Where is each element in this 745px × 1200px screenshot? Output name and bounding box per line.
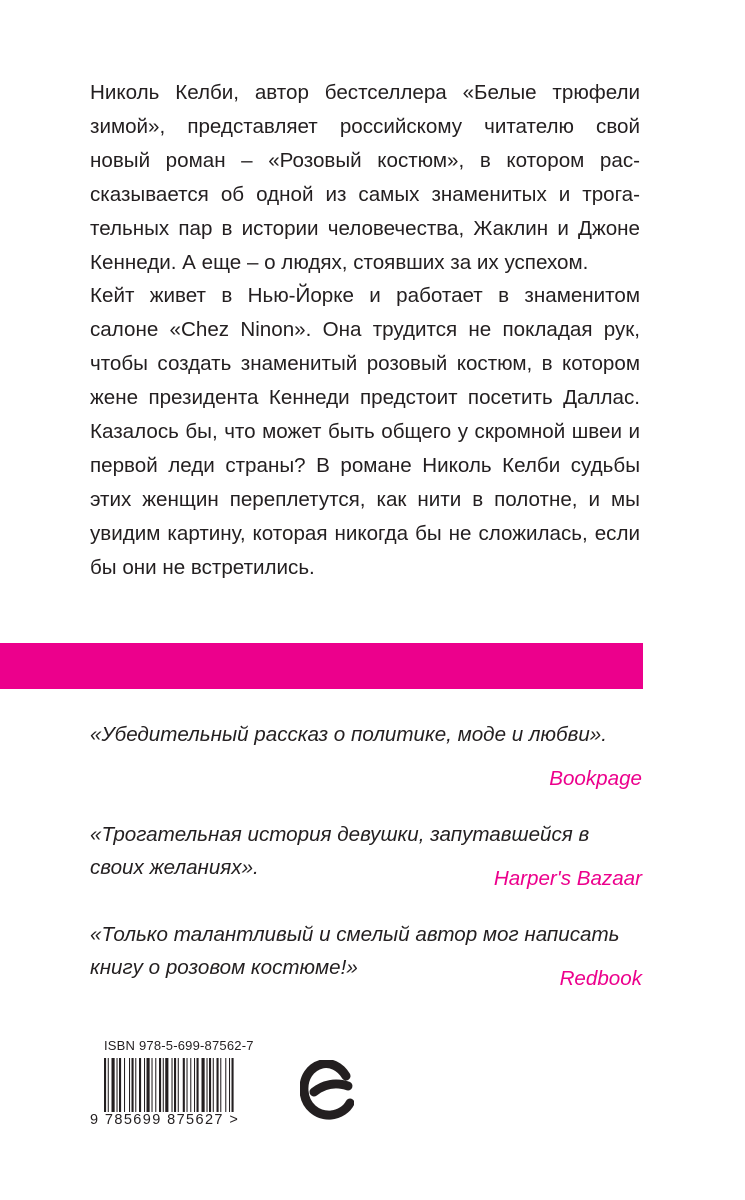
barcode-bar [152, 1058, 153, 1112]
barcode-bar [104, 1058, 106, 1112]
barcode-bar [124, 1058, 125, 1112]
review-quote: «Трогательная история девушки, запутавшейся в своих желаниях». [90, 823, 590, 879]
barcode-bar [213, 1058, 214, 1112]
barcode-bar [225, 1058, 226, 1112]
barcode-bar [178, 1058, 179, 1112]
barcode-bar [220, 1058, 221, 1112]
review-source: Redbook [559, 967, 642, 990]
barcode-bar [229, 1058, 230, 1112]
barcode-bar [197, 1058, 199, 1112]
barcode-bar [144, 1058, 145, 1112]
barcode-bar [147, 1058, 150, 1112]
barcode-bar [183, 1058, 185, 1112]
barcode-bar [163, 1058, 164, 1112]
barcode-bar [159, 1058, 161, 1112]
barcode-bar [194, 1058, 195, 1112]
review-block [90, 718, 642, 790]
barcode-bar [174, 1058, 176, 1112]
barcode-bar [135, 1058, 136, 1112]
barcode-bar [202, 1058, 205, 1112]
barcode-digits: 9 785699 875627 > [90, 1112, 240, 1128]
barcode-bar [139, 1058, 141, 1112]
review-source: Harper's Bazaar [493, 867, 642, 890]
synopsis-paragraph-1: Николь Келби, автор бестселлера «Белые трюфели зимой», представляет российскому читателю свой новый роман – «Розовый костюм», в котором рассказывается об одной из самых знаменитых и трогательных пар в истории человечества, Жаклин и Джоне Кеннеди. А еще – о людях, стоявших за их успехом. [90, 81, 640, 274]
barcode-bar [209, 1058, 211, 1112]
accent-band [0, 643, 643, 689]
synopsis-paragraph-2: Кейт живет в Нью-Йорке и работает в знаменитом салоне «Chez Ninon». Она трудится не покладая рук, чтобы создать знаменитый розовый костюм, в котором жене президента Кеннеди предстоит посетить Даллас. Казалось бы, что может быть общего у скромной швеи и первой леди страны? В романе Николь Келби судьбы этих женщин переплетутся, как нити в полотне, и мы увидим картину, которая никогда бы не сложилась, если бы они не встретились. [90, 284, 640, 579]
book-synopsis [90, 76, 640, 585]
barcode-bar [165, 1058, 168, 1112]
eksmo-e-logo-icon [300, 1060, 354, 1120]
review-quote: «Убедительный рассказ о политике, моде и любви». [90, 723, 607, 746]
barcode-bar [155, 1058, 156, 1112]
barcode-bar [190, 1058, 191, 1112]
isbn-number: ISBN 978-5-699-87562-7 [104, 1038, 254, 1053]
barcode-bar [232, 1058, 234, 1112]
barcode-bar [108, 1058, 109, 1112]
barcode-bar [217, 1058, 219, 1112]
barcode-bar [112, 1058, 115, 1112]
barcode-bar [187, 1058, 188, 1112]
barcode-bar [117, 1058, 118, 1112]
review-block [90, 918, 642, 990]
review-quote: «Только талантливый и смелый автор мог написать книгу о розовом костюме!» [90, 923, 620, 979]
barcode-bar [119, 1058, 121, 1112]
barcode-bar [172, 1058, 173, 1112]
review-block [90, 818, 642, 890]
review-source: Bookpage [549, 767, 642, 790]
barcode-bar [129, 1058, 130, 1112]
barcode-bar [207, 1058, 208, 1112]
barcode-bar [132, 1058, 134, 1112]
barcode-image [104, 1058, 270, 1120]
